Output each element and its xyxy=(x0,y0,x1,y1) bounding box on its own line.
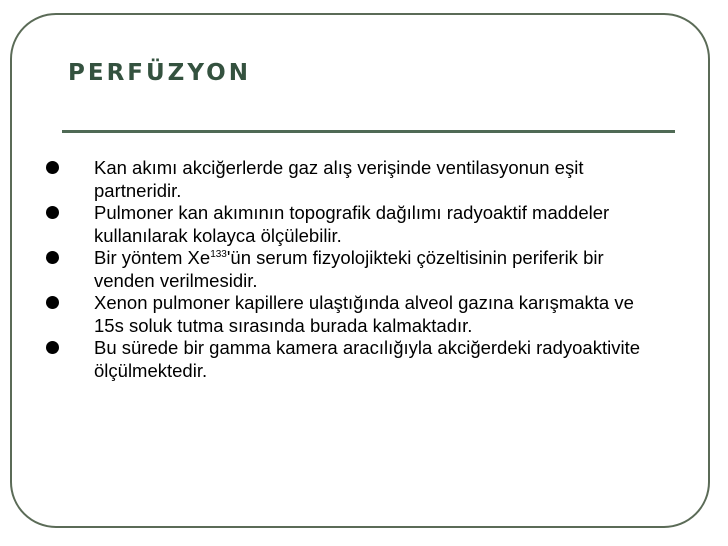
bullet-item xyxy=(44,157,664,202)
title-divider xyxy=(62,130,675,133)
bullet-dot-icon xyxy=(46,296,59,309)
bullet-item xyxy=(44,202,664,247)
bullet-dot-icon xyxy=(46,341,59,354)
bullet-text: Pulmoner kan akımının topografik dağılımı radyoaktif maddeler kullanılarak kolayca ölçülebilir. xyxy=(94,202,610,246)
bullet-item xyxy=(44,292,664,337)
bullet-text: Kan akımı akciğerlerde gaz alış verişinde ventilasyonun eşit partneridir. xyxy=(94,157,584,201)
bullet-dot-icon xyxy=(46,161,59,174)
slide-title: PERFÜZYON xyxy=(68,60,251,86)
bullet-text: Bu sürede bir gamma kamera aracılığıyla akciğerdeki radyoaktivite ölçülmektedir. xyxy=(94,337,640,381)
bullet-dot-icon xyxy=(46,206,59,219)
bullet-text-before: Bir yöntem Xe xyxy=(94,247,211,268)
superscript-isotope-number: 133 xyxy=(210,249,227,260)
bullet-text-after: 'ün serum fizyolojikteki çözeltisinin periferik bir venden verilmesidir. xyxy=(94,247,604,291)
bullet-item xyxy=(44,247,664,292)
bullet-dot-icon xyxy=(46,251,59,264)
bullet-list xyxy=(44,157,664,382)
bullet-item xyxy=(44,337,664,382)
bullet-text: Xenon pulmoner kapillere ulaştığında alveol gazına karışmakta ve 15s soluk tutma sırasında burada kalmaktadır. xyxy=(94,292,634,336)
